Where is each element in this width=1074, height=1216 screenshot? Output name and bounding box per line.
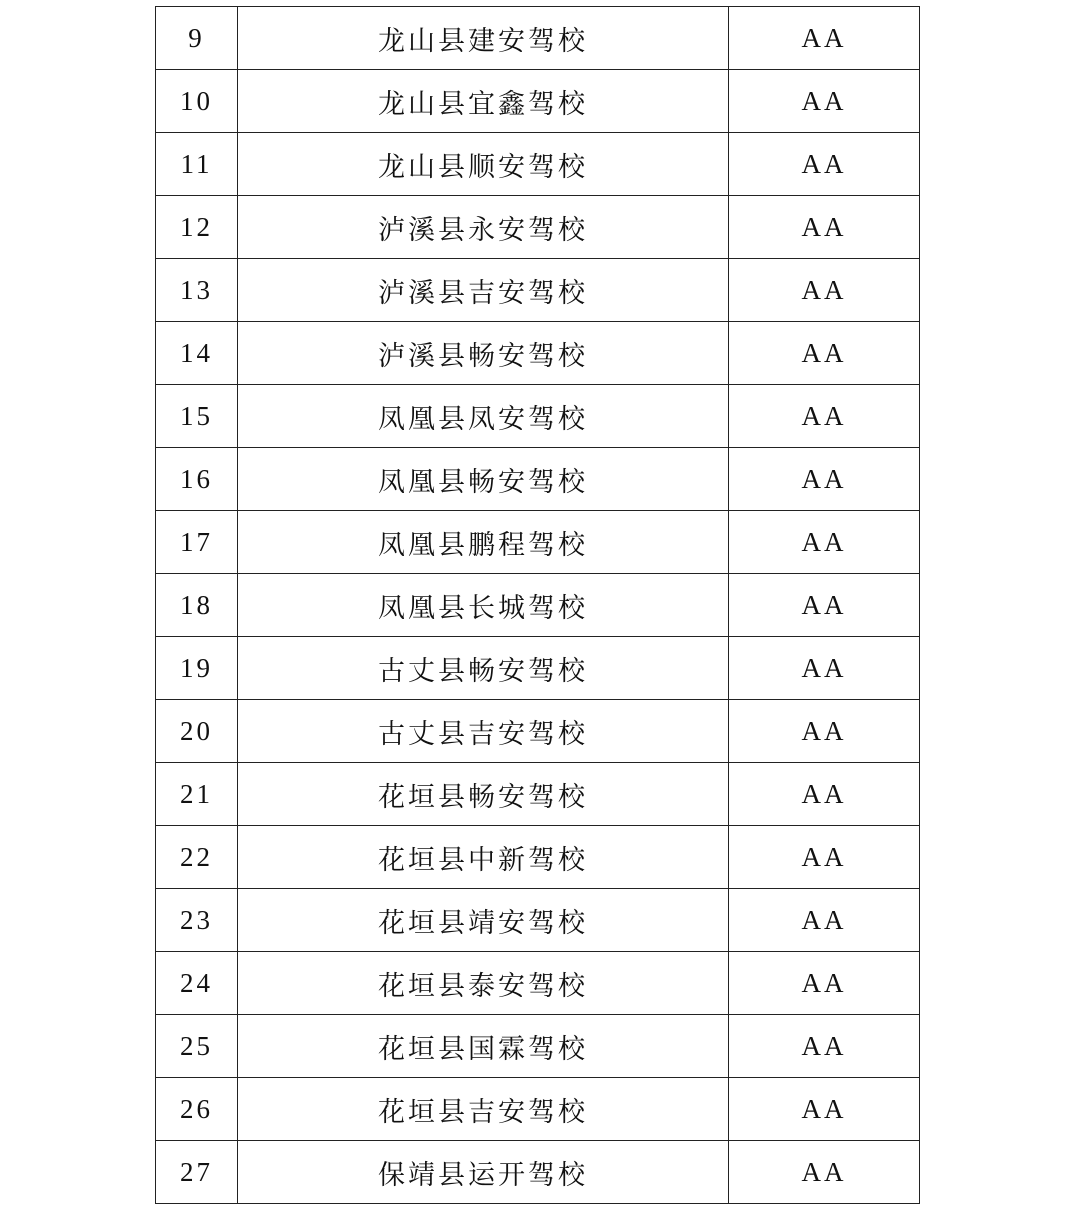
row-number-cell: 25 [156,1015,238,1078]
school-name-cell: 花垣县中新驾校 [238,826,729,889]
school-name-cell: 保靖县运开驾校 [238,1141,729,1204]
school-name-cell: 花垣县国霖驾校 [238,1015,729,1078]
row-number-cell: 16 [156,448,238,511]
grade-cell: AA [729,1015,920,1078]
school-name-cell: 花垣县吉安驾校 [238,1078,729,1141]
grade-cell: AA [729,637,920,700]
grade-cell: AA [729,7,920,70]
table-row [156,7,920,70]
school-name-cell: 凤凰县长城驾校 [238,574,729,637]
table-row [156,1141,920,1204]
row-number-cell: 15 [156,385,238,448]
table-row [156,952,920,1015]
row-number-cell: 18 [156,574,238,637]
table-row [156,700,920,763]
grade-cell: AA [729,1078,920,1141]
table-row [156,511,920,574]
school-name-cell: 泸溪县畅安驾校 [238,322,729,385]
grade-cell: AA [729,322,920,385]
row-number-cell: 23 [156,889,238,952]
row-number-cell: 13 [156,259,238,322]
school-name-cell: 古丈县吉安驾校 [238,700,729,763]
grade-cell: AA [729,196,920,259]
grade-cell: AA [729,826,920,889]
school-name-cell: 凤凰县鹏程驾校 [238,511,729,574]
row-number-cell: 21 [156,763,238,826]
grade-cell: AA [729,133,920,196]
row-number-cell: 12 [156,196,238,259]
grade-cell: AA [729,1141,920,1204]
table-row [156,889,920,952]
row-number-cell: 10 [156,70,238,133]
school-name-cell: 花垣县泰安驾校 [238,952,729,1015]
table-row [156,1015,920,1078]
school-name-cell: 泸溪县永安驾校 [238,196,729,259]
table-row [156,133,920,196]
school-name-cell: 龙山县顺安驾校 [238,133,729,196]
school-name-cell: 龙山县宜鑫驾校 [238,70,729,133]
grade-cell: AA [729,385,920,448]
school-name-cell: 古丈县畅安驾校 [238,637,729,700]
table-row [156,1078,920,1141]
grade-cell: AA [729,511,920,574]
grade-cell: AA [729,448,920,511]
driving-school-rating-table [155,6,920,1204]
table-row [156,448,920,511]
school-name-cell: 凤凰县畅安驾校 [238,448,729,511]
table-row [156,322,920,385]
school-name-cell: 花垣县靖安驾校 [238,889,729,952]
row-number-cell: 20 [156,700,238,763]
grade-cell: AA [729,259,920,322]
row-number-cell: 24 [156,952,238,1015]
row-number-cell: 22 [156,826,238,889]
grade-cell: AA [729,952,920,1015]
table-row [156,637,920,700]
table-row [156,763,920,826]
row-number-cell: 17 [156,511,238,574]
table-row [156,70,920,133]
table-row [156,259,920,322]
table-row [156,196,920,259]
grade-cell: AA [729,70,920,133]
row-number-cell: 27 [156,1141,238,1204]
table-body [156,7,920,1204]
table-row [156,574,920,637]
table-row [156,826,920,889]
row-number-cell: 19 [156,637,238,700]
school-name-cell: 泸溪县吉安驾校 [238,259,729,322]
grade-cell: AA [729,763,920,826]
row-number-cell: 9 [156,7,238,70]
table-row [156,385,920,448]
school-name-cell: 龙山县建安驾校 [238,7,729,70]
row-number-cell: 11 [156,133,238,196]
grade-cell: AA [729,889,920,952]
grade-cell: AA [729,574,920,637]
school-name-cell: 凤凰县凤安驾校 [238,385,729,448]
row-number-cell: 14 [156,322,238,385]
grade-cell: AA [729,700,920,763]
row-number-cell: 26 [156,1078,238,1141]
school-name-cell: 花垣县畅安驾校 [238,763,729,826]
